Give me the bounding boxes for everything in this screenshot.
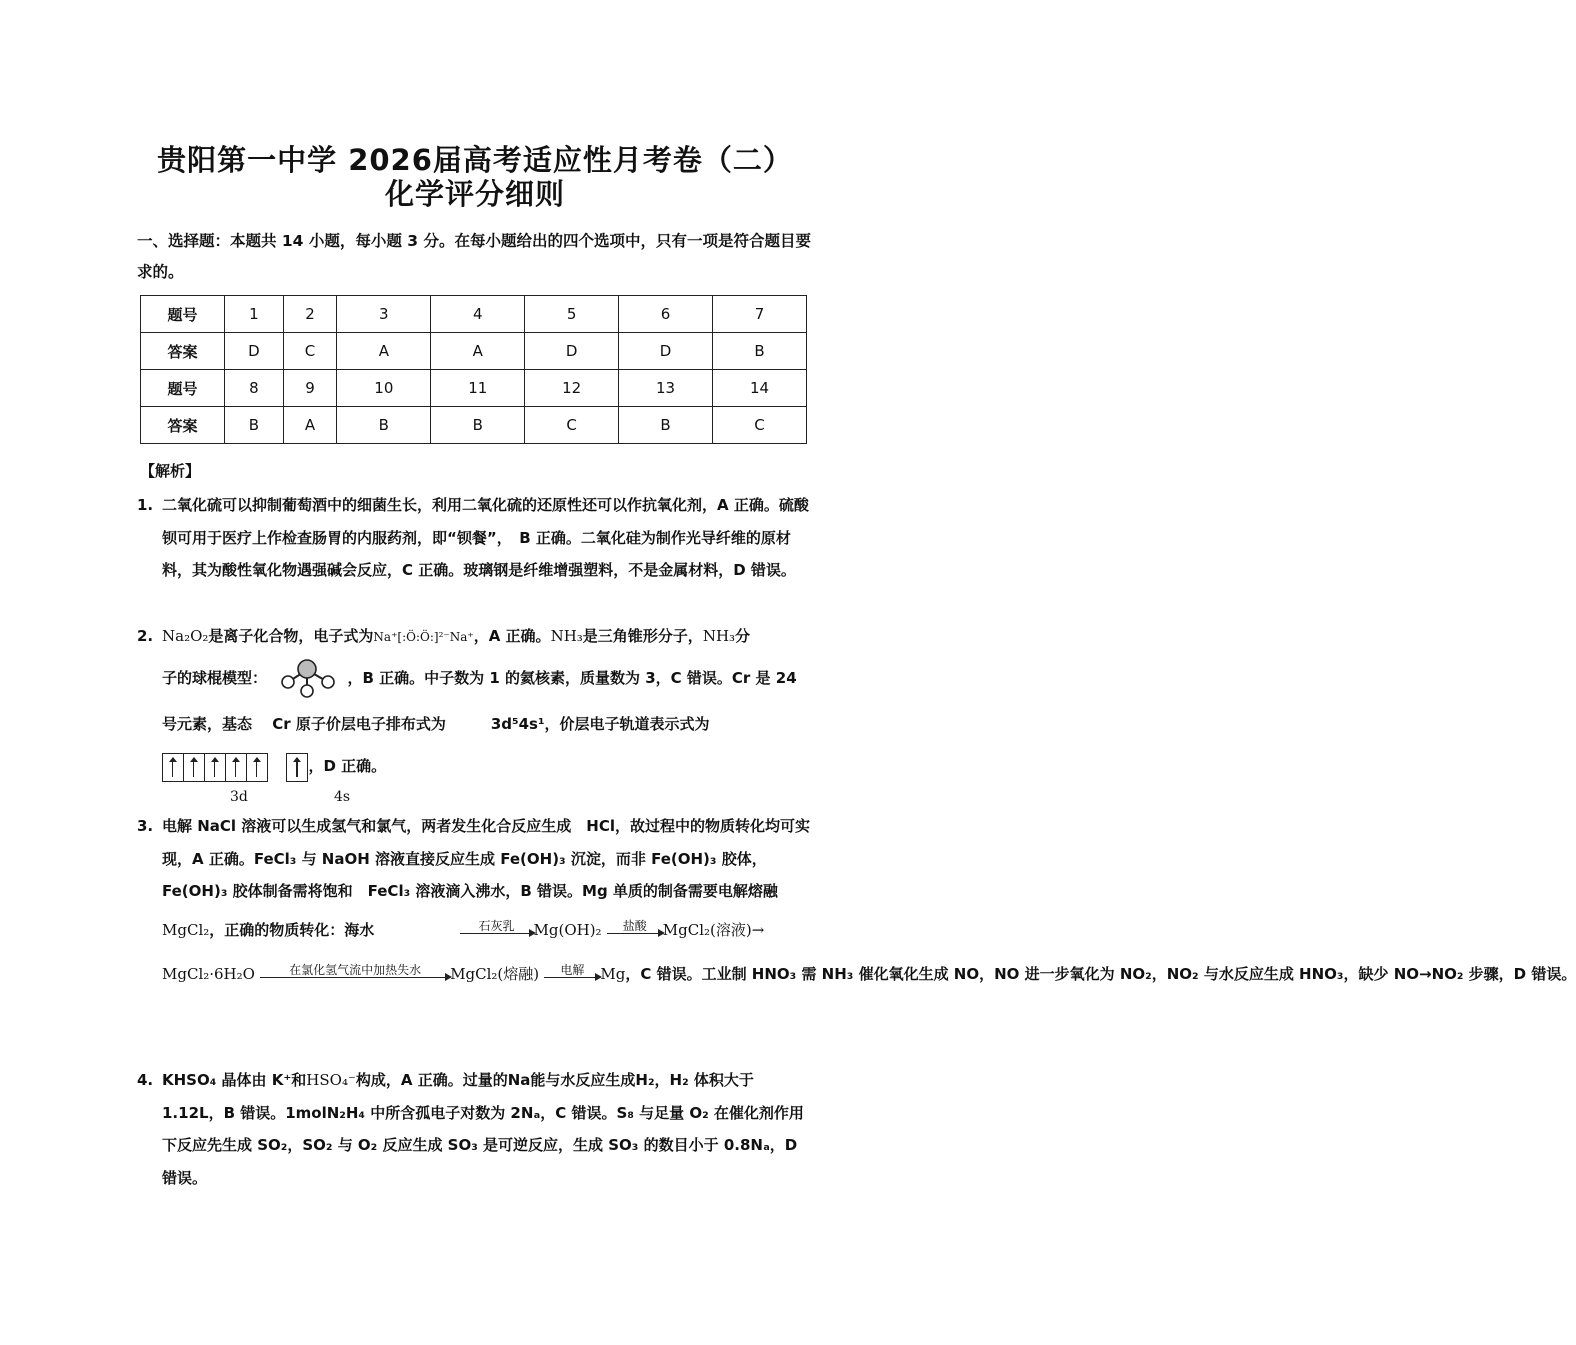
table-header-cell: 题号 <box>141 370 225 407</box>
item-text: ，D 正确。 <box>308 757 387 775</box>
reaction-arrow: 在氯化氢气流中加热失水 <box>260 971 450 978</box>
table-row <box>141 370 807 407</box>
formula-mgoh2: Mg(OH)₂ <box>533 920 602 939</box>
table-cell: A <box>337 333 431 370</box>
item-text: 子的球棍模型： <box>162 669 268 687</box>
item-text: ，B 正确。中子数为 1 的氦核素，质量数为 3，C 错误。Cr 是 24 <box>347 669 797 687</box>
formula-mgcl2: MgCl₂ <box>162 920 210 939</box>
page-title: 贵阳第一中学 2026届高考适应性月考卷（二） <box>157 143 793 177</box>
table-cell: 13 <box>619 370 713 407</box>
table-header-cell: 答案 <box>141 333 225 370</box>
formula-mgcl2-solution: MgCl₂(溶液)→ <box>662 920 765 939</box>
table-cell: C <box>283 333 337 370</box>
page-subtitle: 化学评分细则 <box>384 177 565 211</box>
item-text: 分 <box>735 627 751 645</box>
table-cell: A <box>431 333 525 370</box>
table-cell: 9 <box>283 370 337 407</box>
formula-mg: Mg <box>600 964 626 983</box>
table-cell: C <box>713 407 807 444</box>
analysis-item-4 <box>137 1064 817 1194</box>
table-cell: 11 <box>431 370 525 407</box>
table-cell: 2 <box>283 296 337 333</box>
item-number: 2. <box>137 627 154 645</box>
table-cell: 8 <box>225 370 284 407</box>
table-cell: D <box>525 333 619 370</box>
item-text: ，正确的物质转化：海水 <box>209 920 375 939</box>
item-text: ，C 错误。工业制 HNO₃ 需 NH₃ 催化氧化生成 NO，NO 进一步氧化为 NO₂，NO₂ 与水反应生成 HNO₃，缺少 NO→NO₂ 步骤，D 错误。 <box>625 964 1576 983</box>
item-number: 1. <box>137 496 154 514</box>
table-cell: 7 <box>713 296 807 333</box>
item-number: 3. <box>137 817 154 835</box>
formula-hso4: HSO₄⁻ <box>306 1071 356 1089</box>
formula-nh3: NH₃ <box>550 627 583 645</box>
table-cell: B <box>431 407 525 444</box>
orbital-label: 4s <box>334 788 351 805</box>
analysis-item-1 <box>137 489 817 587</box>
orbital-3d <box>162 753 268 782</box>
formula-na2o2: Na₂O₂ <box>162 627 209 645</box>
table-cell: 14 <box>713 370 807 407</box>
analysis-item-3 <box>137 810 1576 996</box>
formula-mgcl2-molten: MgCl₂(熔融) <box>450 964 540 983</box>
item-text: 是离子化合物，电子式为 <box>208 627 374 645</box>
item-number: 4. <box>137 1071 154 1089</box>
orbital-label: 3d <box>230 788 248 805</box>
item-text: 是三角锥形分子， <box>582 627 703 645</box>
table-header-cell: 题号 <box>141 296 225 333</box>
table-cell: B <box>713 333 807 370</box>
item-text: 号元素，基态 Cr 原子价层电子排布式为 3d⁵4s¹，价层电子轨道表示式为 <box>162 715 710 733</box>
analysis-heading: 【解析】 <box>140 462 201 480</box>
table-cell: A <box>283 407 337 444</box>
orbital-4s <box>286 753 308 782</box>
ball-stick-model-icon <box>276 658 338 700</box>
table-row <box>141 296 807 333</box>
item-text: ，A 正确。 <box>473 627 551 645</box>
table-cell: 4 <box>431 296 525 333</box>
item-text: KHSO₄ 晶体由 K⁺和 <box>162 1071 307 1089</box>
item-text: 构成，A 正确。过量的Na能与水反应生成H₂，H₂ 体积大于 1.12L，B 错误。1molN₂H₄ 中所含孤电子对数为 2Nₐ，C 错误。S₈ 与足量 O₂ 在催化剂作用下反应先生成 SO₂，SO₂ 与 O₂ 反应生成 SO₃ 是可逆反应，生成 SO₃ 的数目小于 0.8Nₐ，D 错误。 <box>162 1071 804 1187</box>
analysis-item-2 <box>137 620 817 805</box>
formula-nh3: NH₃ <box>702 627 736 645</box>
table-cell: D <box>225 333 284 370</box>
reaction-arrow: 石灰乳 <box>460 927 534 934</box>
table-cell: 6 <box>619 296 713 333</box>
table-cell: 12 <box>525 370 619 407</box>
table-cell: 3 <box>337 296 431 333</box>
table-cell: C <box>525 407 619 444</box>
electron-formula: Na⁺[:Ö:Ö:]²⁻Na⁺ <box>373 630 474 644</box>
reaction-arrow: 盐酸 <box>607 927 663 934</box>
item-text: 二氧化硫可以抑制葡萄酒中的细菌生长，利用二氧化硫的还原性还可以作抗氧化剂，A 正确。硫酸钡可用于医疗上作检查肠胃的内服药剂，即“钡餐”， B 正确。二氧化硅为制作光导纤维的原材料，其为酸性氧化物遇强碱会反应，C 正确。玻璃钢是纤维增强塑料，不是金属材料，D 错误。 <box>162 496 809 579</box>
formula-mgcl2-6h2o: MgCl₂·6H₂O <box>162 964 255 983</box>
table-cell: 10 <box>337 370 431 407</box>
reaction-arrow: 电解 <box>544 971 600 978</box>
section1-intro: 一、选择题：本题共 14 小题，每小题 3 分。在每小题给出的四个选项中，只有一项是符合题目要求的。 <box>137 232 811 281</box>
table-cell: 1 <box>225 296 284 333</box>
table-cell: B <box>225 407 284 444</box>
table-header-cell: 答案 <box>141 407 225 444</box>
table-cell: D <box>619 333 713 370</box>
table-row <box>141 407 807 444</box>
answer-table <box>140 295 807 444</box>
table-cell: 5 <box>525 296 619 333</box>
table-cell: B <box>337 407 431 444</box>
table-row <box>141 333 807 370</box>
table-cell: B <box>619 407 713 444</box>
item-text: 电解 NaCl 溶液可以生成氢气和氯气，两者发生化合反应生成 HCl，故过程中的物质转化均可实现，A 正确。FeCl₃ 与 NaOH 溶液直接反应生成 Fe(OH)₃ 沉淀，而非 Fe(OH)₃ 胶体，Fe(OH)₃ 胶体制备需将饱和 FeCl₃ 溶液滴入沸水，B 错误。Mg 单质的制备需要电解熔融 <box>162 817 810 900</box>
